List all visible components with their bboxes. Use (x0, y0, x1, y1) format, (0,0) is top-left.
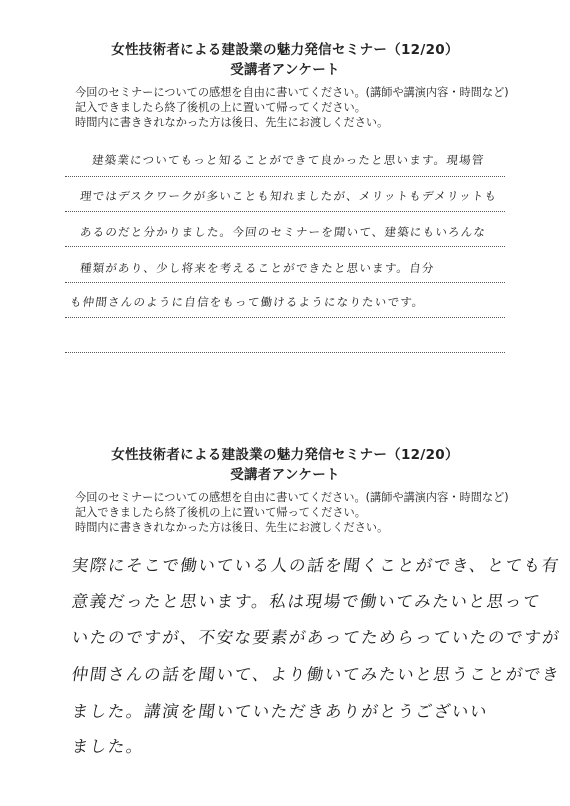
instruction-line: 今回のセミナーについての感想を自由に書いてください。(講師や講演内容・時間など) (75, 491, 509, 504)
instructions (75, 490, 535, 535)
handwritten-answer-line: ました。講演を聞いていただきありがとうございい (70, 702, 490, 721)
handwritten-answer-line: 仲間さんの話を聞いて、より働いてみたいと思うことができ (70, 665, 562, 684)
instruction-line: 時間内に書ききれなかった方は後日、先生にお渡しください。 (75, 116, 389, 129)
handwritten-answer-line: 実際にそこで働いている人の話を聞くことができ、とても有 (70, 556, 562, 575)
dotted-line (65, 317, 505, 318)
form-title: 女性技術者による建設業の魅力発信セミナー（12/20） (111, 42, 459, 58)
dotted-line (65, 211, 505, 212)
handwritten-answer-line: いたのですが、不安な要素があってためらっていたのですが (70, 628, 562, 647)
dotted-line (65, 246, 505, 247)
handwritten-answer-line: 種類があり、少し将来を考えることができたと思います。自分 (79, 261, 436, 275)
dotted-line (65, 176, 505, 177)
dotted-line (65, 352, 505, 353)
handwritten-answer-line: 意義だったと思います。私は現場で働いてみたいと思って (70, 592, 543, 611)
handwritten-answer-line: 理ではデスクワークが多いことも知れましたが、メリットもデメリットも (79, 189, 499, 203)
instruction-line: 記入できましたら終了後机の上に置いて帰ってください。 (75, 506, 366, 519)
instruction-line: 今回のセミナーについての感想を自由に書いてください。(講師や講演内容・時間など) (75, 86, 509, 99)
handwritten-answer-line: あるのだと分かりました。今回のセミナーを聞いて、建築にもいろんな (79, 225, 487, 239)
handwritten-answer-line: 建築業についてもっと知ることができて良かったと思います。現場管 (91, 153, 486, 167)
form-title: 女性技術者による建設業の魅力発信セミナー（12/20） (111, 447, 459, 463)
instruction-line: 時間内に書ききれなかった方は後日、先生にお渡しください。 (75, 521, 389, 534)
form-subtitle: 受講者アンケート (230, 467, 340, 483)
form-subtitle: 受講者アンケート (230, 62, 340, 78)
dotted-line (65, 282, 505, 283)
handwritten-answer-line: ました。 (70, 737, 146, 756)
instruction-line: 記入できましたら終了後机の上に置いて帰ってください。 (75, 101, 366, 114)
instructions (75, 85, 535, 130)
handwritten-answer-line: も仲間さんのように自信をもって働けるようになりたいです。 (69, 295, 426, 309)
